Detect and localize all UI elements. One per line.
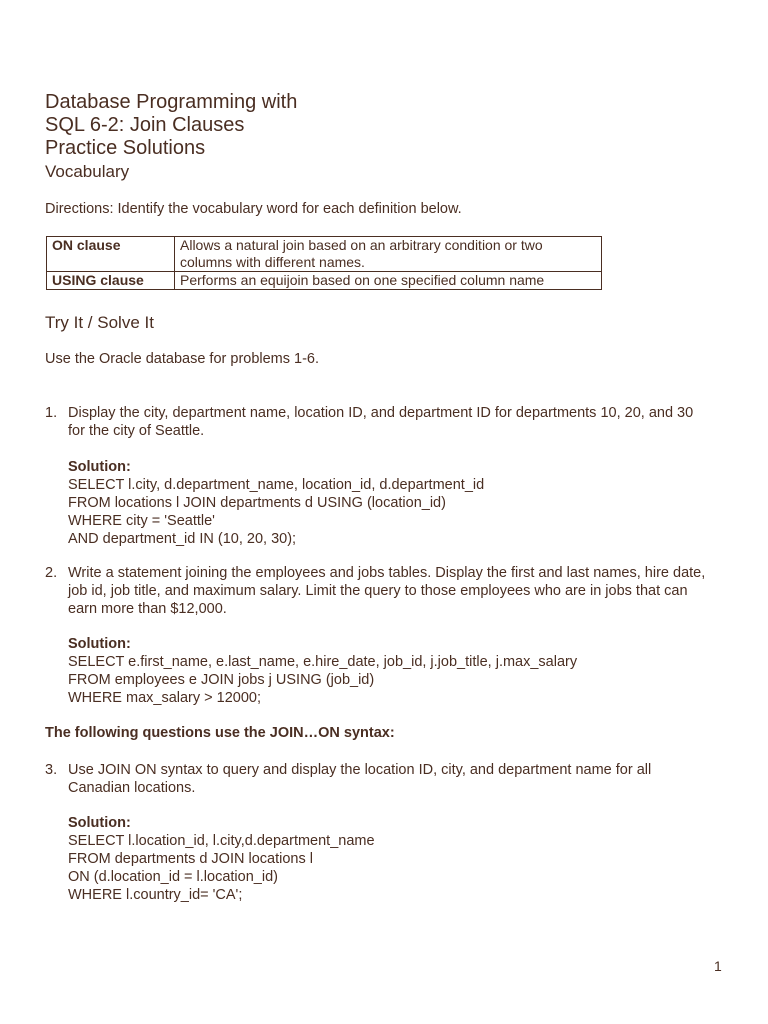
- page-number: 1: [714, 958, 722, 974]
- vocabulary-table: [46, 236, 602, 290]
- join-on-note: The following questions use the JOIN…ON syntax:: [45, 725, 395, 741]
- vocab-term: ON clause: [47, 237, 175, 272]
- question-text: Display the city, department name, location ID, and department ID for departments 10, 20, and 30 for the city of Seattle.: [68, 405, 694, 439]
- solution-label: Solution:: [68, 459, 131, 475]
- solution-code: [68, 476, 484, 548]
- title-line-1: Database Programming with: [45, 91, 298, 113]
- solution-code: [68, 832, 375, 904]
- question-number: 2.: [45, 565, 58, 581]
- solution-label: Solution:: [68, 815, 131, 831]
- code-line: WHERE l.country_id= 'CA';: [68, 887, 243, 903]
- solution-label: Solution:: [68, 636, 131, 652]
- section-heading-try-it: Try It / Solve It: [45, 313, 154, 332]
- directions-text: Directions: Identify the vocabulary word for each definition below.: [45, 201, 462, 217]
- solution-code: [68, 653, 577, 707]
- code-line: SELECT l.city, d.department_name, location_id, d.department_id: [68, 477, 485, 493]
- code-line: FROM locations l JOIN departments d USING (location_id): [68, 495, 446, 511]
- vocab-term: USING clause: [47, 272, 175, 290]
- vocab-definition: Performs an equijoin based on one specified column name: [175, 272, 602, 290]
- table-row: [47, 237, 602, 272]
- code-line: FROM departments d JOIN locations l: [68, 851, 313, 867]
- table-row: [47, 272, 602, 290]
- code-line: WHERE city = 'Seattle': [68, 513, 215, 529]
- code-line: AND department_id IN (10, 20, 30);: [68, 531, 297, 547]
- vocab-definition: Allows a natural join based on an arbitrary condition or two columns with different names.: [175, 237, 602, 272]
- title-line-2: SQL 6-2: Join Clauses: [45, 114, 245, 136]
- intro-text: Use the Oracle database for problems 1-6.: [45, 351, 320, 367]
- code-line: WHERE max_salary > 12000;: [68, 690, 262, 706]
- question-text: Write a statement joining the employees and jobs tables. Display the first and last names, hire date, job id, job title, and maximum salary. Limit the query to those employees who are in jobs that can earn more than $12,000.: [68, 565, 706, 617]
- section-heading-vocabulary: Vocabulary: [45, 162, 130, 181]
- code-line: ON (d.location_id = l.location_id): [68, 869, 278, 885]
- question-number: 3.: [45, 762, 58, 778]
- title-line-3: Practice Solutions: [45, 137, 206, 159]
- code-line: SELECT e.first_name, e.last_name, e.hire_date, job_id, j.job_title, j.max_salary: [68, 654, 578, 670]
- code-line: FROM employees e JOIN jobs j USING (job_id): [68, 672, 375, 688]
- code-line: SELECT l.location_id, l.city,d.department_name: [68, 833, 375, 849]
- question-text: Use JOIN ON syntax to query and display the location ID, city, and department name for all Canadian locations.: [68, 762, 652, 796]
- question-number: 1.: [45, 405, 58, 421]
